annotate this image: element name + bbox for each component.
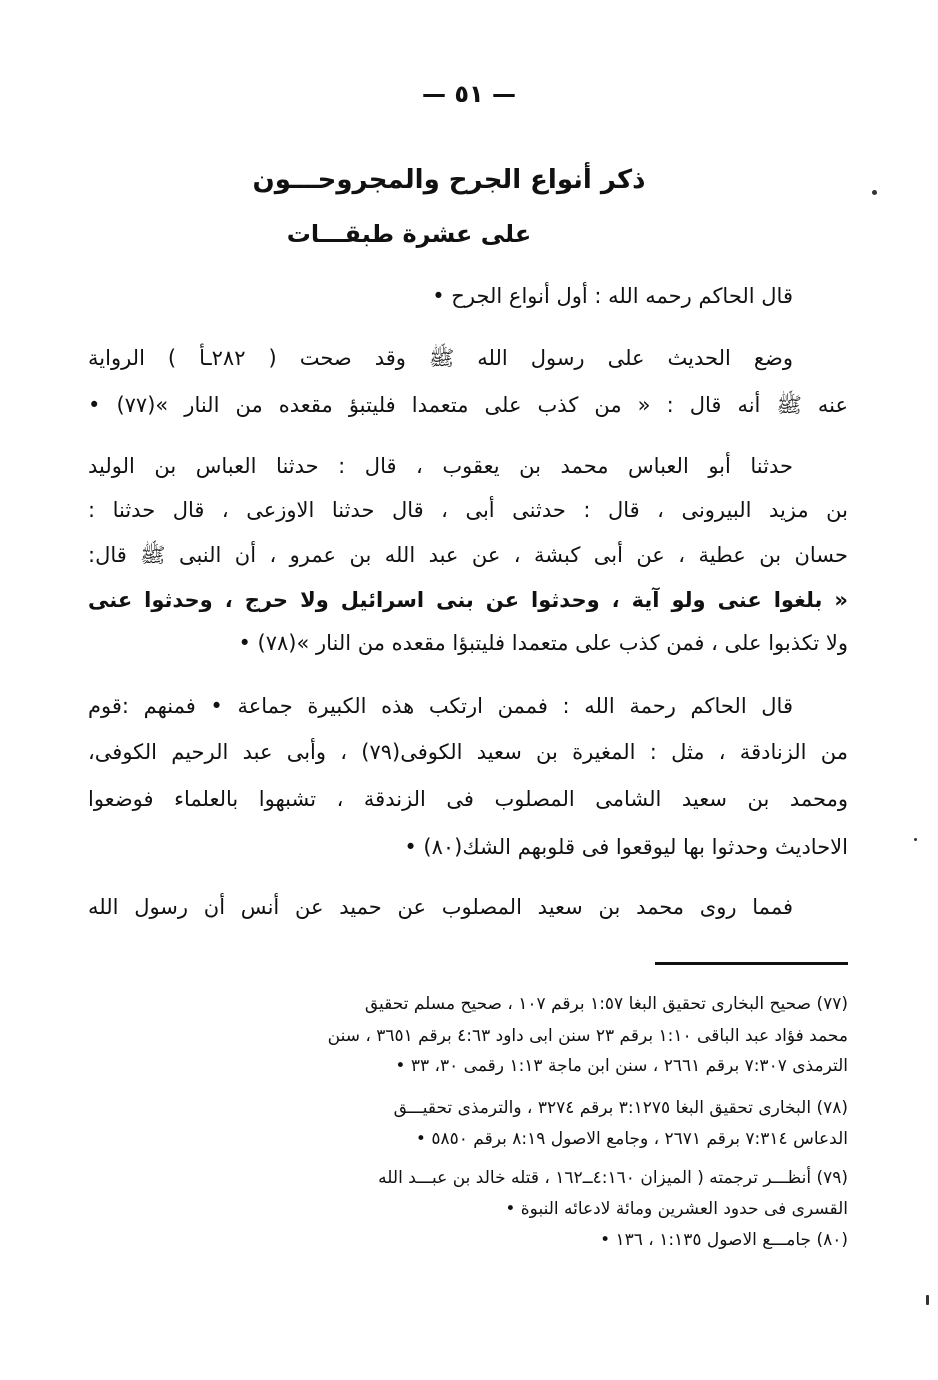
footnote-divider [655,962,848,965]
footnote-line: (٧٩) أنظـــر ترجمته ( الميزان ٤:١٦٠ــ١٦٢ ، قتله خالد بن عبـــد الله [378,1168,848,1188]
page-number: — ٥١ — [421,80,516,108]
para1-line: عنه ﷺ أنه قال : « من كذب على متعمدا فليتبؤ مقعده من النار »(٧٧) • [88,393,848,417]
scan-speck [914,838,917,841]
scan-speck [872,190,877,195]
para2-line: « بلغوا عنى ولو آية ، وحدثوا عن بنى اسرائيل ولا حرج ، وحدثوا عنى [88,588,848,612]
para2-line: ولا تكذبوا على ، فمن كذب على متعمدا فليتبؤا مقعده من النار »(٧٨) • [238,631,848,655]
para3-line: قال الحاكم رحمة الله : فممن ارتكب هذه الكبيرة جماعة • فمنهم :قوم [88,694,793,718]
chapter-title: ذكر أنواع الجرح والمجروحـــون [252,165,646,195]
para2-line: حدثنا أبو العباس محمد بن يعقوب ، قال : حدثنا العباس بن الوليد [88,454,793,478]
opening-heading: قال الحاكم رحمه الله : أول أنواع الجرح • [432,284,793,308]
footnote-line: (٨٠) جامـــع الاصول ١:١٣٥ ، ١٣٦ • [600,1230,848,1250]
footnote-line: محمد فؤاد عبد الباقى ١:١٠ برقم ٢٣ سنن ابى داود ٤:٦٣ برقم ٣٦٥١ ، سنن [327,1026,848,1046]
footnote-line: (٧٧) صحيح البخارى تحقيق البغا ١:٥٧ برقم ١٠٧ ، صحيح مسلم تحقيق [364,994,848,1014]
para2-line: بن مزيد البيرونى ، قال : حدثنى أبى ، قال حدثنا الاوزعى ، قال حدثنا : [88,498,848,522]
footnote-line: الترمذى ٧:٣٠٧ برقم ٢٦٦١ ، سنن ابن ماجة ١:١٣ رقمى ٣٠، ٣٣ • [395,1056,848,1076]
footnote-line: (٧٨) البخارى تحقيق البغا ٣:١٢٧٥ برقم ٣٢٧٤ ، والترمذى تحقيـــق [393,1098,848,1118]
footnote-line: الدعاس ٧:٣١٤ برقم ٢٦٧١ ، وجامع الاصول ٨:١٩ برقم ٥٨٥٠ • [415,1129,848,1149]
para3-line: من الزنادقة ، مثل : المغيرة بن سعيد الكوفى(٧٩) ، وأبى عبد الرحيم الكوفى، [88,740,848,764]
para1-line: وضع الحديث على رسول الله ﷺ وقد صحت ( ٢٨٢ـأ ) الرواية [88,346,793,370]
para3-line: الاحاديث وحدثوا بها ليوقعوا فى قلوبهم الشك(٨٠) • [404,835,848,859]
para2-line: حسان بن عطية ، عن أبى كبشة ، عن عبد الله بن عمرو ، أن النبى ﷺ قال: [88,543,848,567]
chapter-subtitle: على عشرة طبقـــات [286,220,532,248]
para4-line: فمما روى محمد بن سعيد المصلوب عن حميد عن أنس أن رسول الله [88,895,793,919]
footnote-line: القسرى فى حدود العشرين ومائة لادعائه النبوة • [505,1199,848,1219]
scan-speck [926,1295,929,1305]
para3-line: ومحمد بن سعيد الشامى المصلوب فى الزندقة ، تشبهوا بالعلماء فوضعوا [88,787,848,811]
